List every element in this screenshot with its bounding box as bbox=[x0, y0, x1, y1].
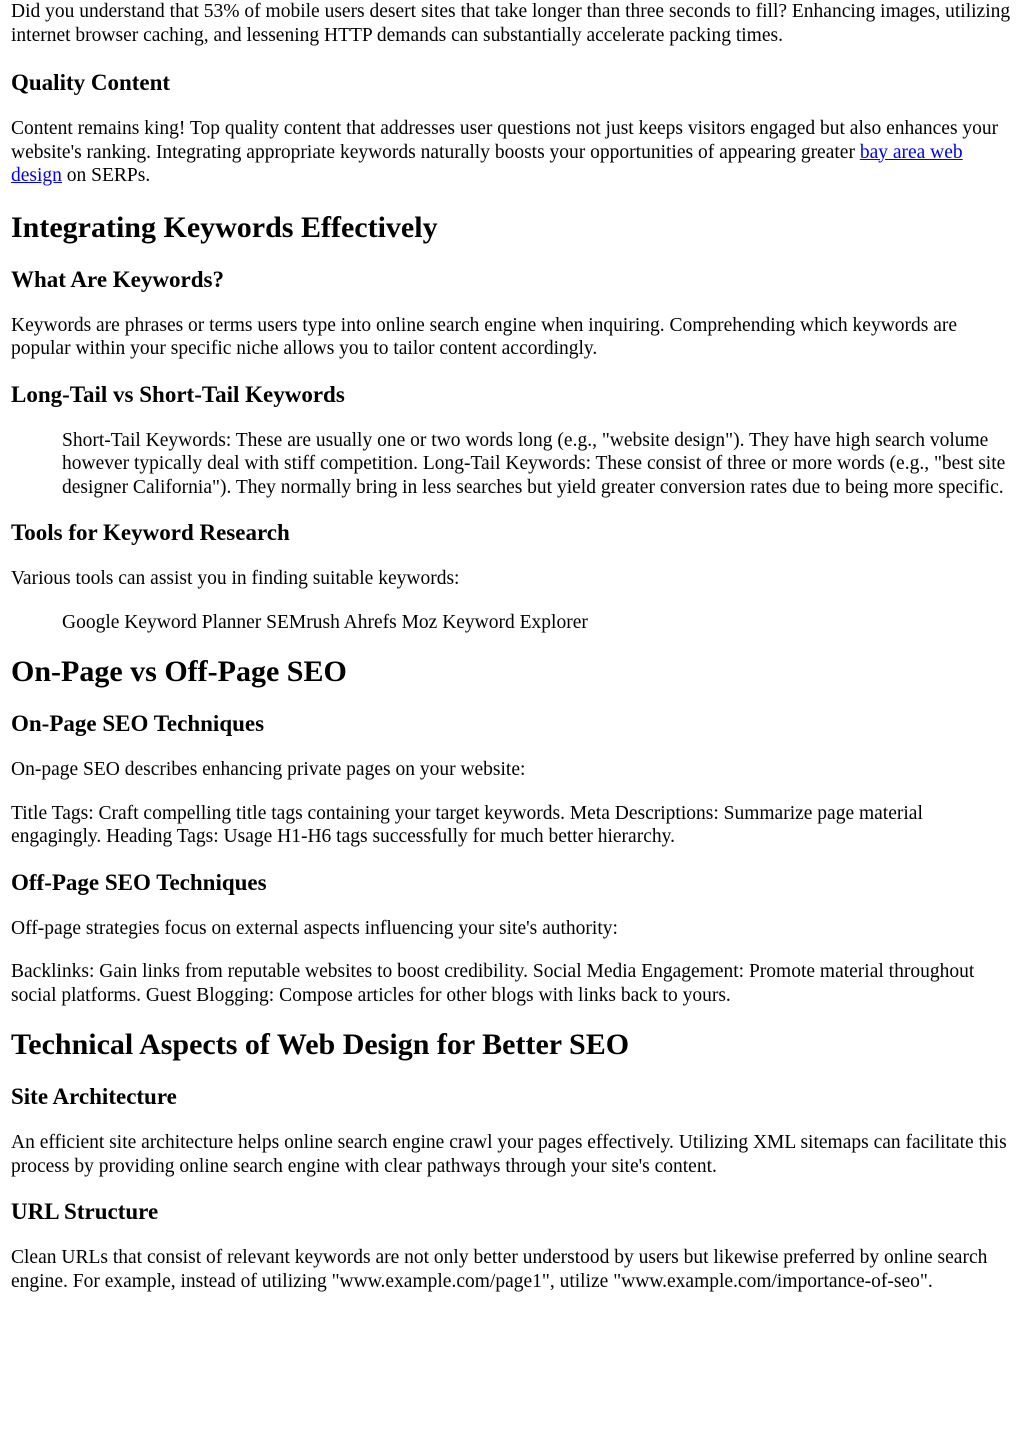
long-short-tail-heading: Long-Tail vs Short-Tail Keywords bbox=[11, 381, 345, 407]
long-short-tail-list: Short-Tail Keywords: These are usually one or two words long (e.g., "website design"). They have high search volume however typically deal with stiff competition. Long-Tail Keywords: These consist of three or more words (e.g., "best site designer California"). They normally bring in less searches but yield greater conversion rates due to being more specific. bbox=[62, 429, 1006, 498]
keyword-tools-intro: Various tools can assist you in finding suitable keywords: bbox=[11, 568, 460, 589]
off-page-intro: Off-page strategies focus on external aspects influencing your site's authority: bbox=[11, 917, 618, 939]
off-page-heading: Off-Page SEO Techniques bbox=[11, 869, 267, 895]
url-structure-heading: URL Structure bbox=[11, 1199, 159, 1224]
quality-content-heading: Quality Content bbox=[11, 70, 171, 95]
quality-content-text-after: on SERPs. bbox=[61, 165, 151, 186]
on-page-intro: On-page SEO describes enhancing private pages on your website: bbox=[11, 759, 526, 780]
what-are-keywords-heading: What Are Keywords? bbox=[11, 266, 224, 292]
on-page-heading: On-Page SEO Techniques bbox=[11, 711, 265, 736]
intro-paragraph: Did you understand that 53% of mobile users desert sites that take longer than three seconds to fill? Enhancing images, utilizing internet browser caching, and lessening HTTP demands can substantially accelerate packing times. bbox=[11, 1, 1011, 46]
site-architecture-heading: Site Architecture bbox=[11, 1084, 177, 1109]
keyword-tools-heading: Tools for Keyword Research bbox=[11, 520, 290, 545]
site-architecture-paragraph: An efficient site architecture helps online search engine crawl your pages effectively. Utilizing XML sitemaps can facilitate this process by providing online search engine with clear pathways through your site's content. bbox=[11, 1132, 1007, 1177]
quality-content-text-before: Content remains king! Top quality content that addresses user questions not just keeps visitors engaged but also enhances your website's ranking. Integrating appropriate keywords naturally boosts your opportunities of appearing greater bbox=[11, 118, 999, 163]
quality-content-paragraph bbox=[11, 117, 1013, 188]
keyword-tools-list: Google Keyword Planner SEMrush Ahrefs Moz Keyword Explorer bbox=[62, 611, 588, 633]
technical-aspects-heading: Technical Aspects of Web Design for Better SEO bbox=[11, 1028, 630, 1061]
on-off-page-heading: On-Page vs Off-Page SEO bbox=[11, 655, 347, 688]
integrating-keywords-heading: Integrating Keywords Effectively bbox=[11, 210, 438, 244]
bay-area-web-design-link[interactable]: bay area web design bbox=[11, 141, 963, 186]
off-page-list: Backlinks: Gain links from reputable websites to boost credibility. Social Media Engagement: Promote material throughout social platforms. Guest Blogging: Compose articles for other blogs with links back to yours. bbox=[11, 961, 975, 1006]
what-are-keywords-paragraph: Keywords are phrases or terms users type into online search engine when inquiring. Comprehending which keywords are popular within your specific niche allows you to tailor content accordingly. bbox=[11, 314, 958, 359]
on-page-list: Title Tags: Craft compelling title tags containing your target keywords. Meta Descriptions: Summarize page material engagingly. Heading Tags: Usage H1-H6 tags successfully for much better hierarchy. bbox=[11, 802, 923, 847]
url-structure-paragraph: Clean URLs that consist of relevant keywords are not only better understood by users but likewise preferred by online search engine. For example, instead of utilizing "www.example.com/page1", utilize "www.example.com/importance-of-seo". bbox=[11, 1247, 988, 1292]
